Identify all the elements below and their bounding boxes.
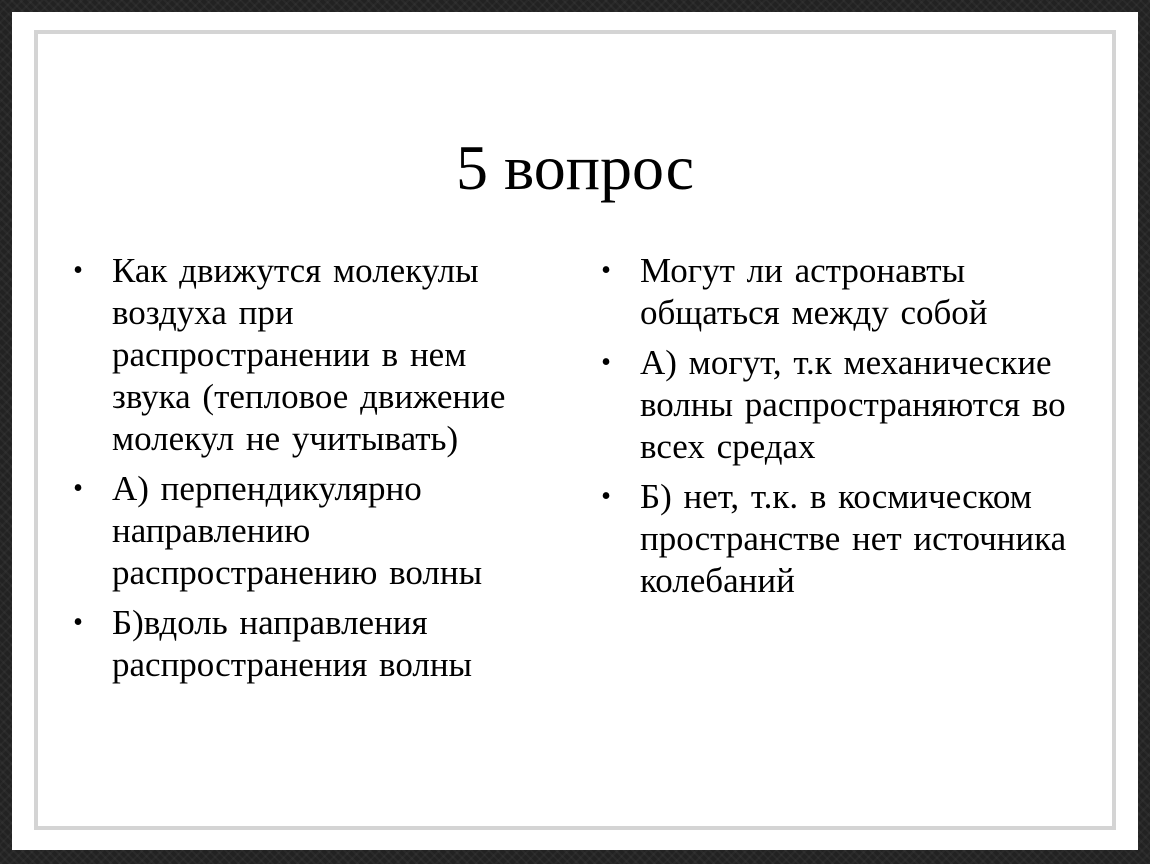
right-bullet-text: Б) нет, т.к. в космическом пространстве нет источника колебаний — [640, 477, 1067, 600]
slide-title: 5 вопрос — [455, 132, 695, 203]
bullet-icon: • — [73, 473, 83, 504]
left-bullet-item-question — [73, 250, 552, 460]
left-bullet-item-answer-a — [73, 468, 552, 594]
left-bullet-list — [73, 250, 552, 694]
bullet-icon: • — [601, 347, 611, 378]
left-bullet-text: А) перпендикулярно направлению распространению волны — [112, 469, 483, 592]
bullet-icon: • — [73, 255, 83, 286]
bullet-icon: • — [601, 481, 611, 512]
left-bullet-item-answer-b — [73, 602, 552, 686]
right-bullet-text: А) могут, т.к механические волны распространяются во всех средах — [640, 343, 1066, 466]
slide — [12, 12, 1138, 850]
right-bullet-text: Могут ли астронавты общаться между собой — [640, 251, 988, 332]
bullet-icon: • — [73, 607, 83, 638]
right-bullet-item-question — [601, 250, 1100, 334]
right-bullet-item-answer-b — [601, 476, 1100, 602]
left-bullet-text: Б)вдоль направления распространения волны — [112, 603, 473, 684]
bullet-icon: • — [601, 255, 611, 286]
right-bullet-item-answer-a — [601, 342, 1100, 468]
right-bullet-list — [601, 250, 1100, 610]
left-bullet-text: Как движутся молекулы воздуха при распространении в нем звука (тепловое движение молекул не учитывать) — [112, 251, 506, 458]
